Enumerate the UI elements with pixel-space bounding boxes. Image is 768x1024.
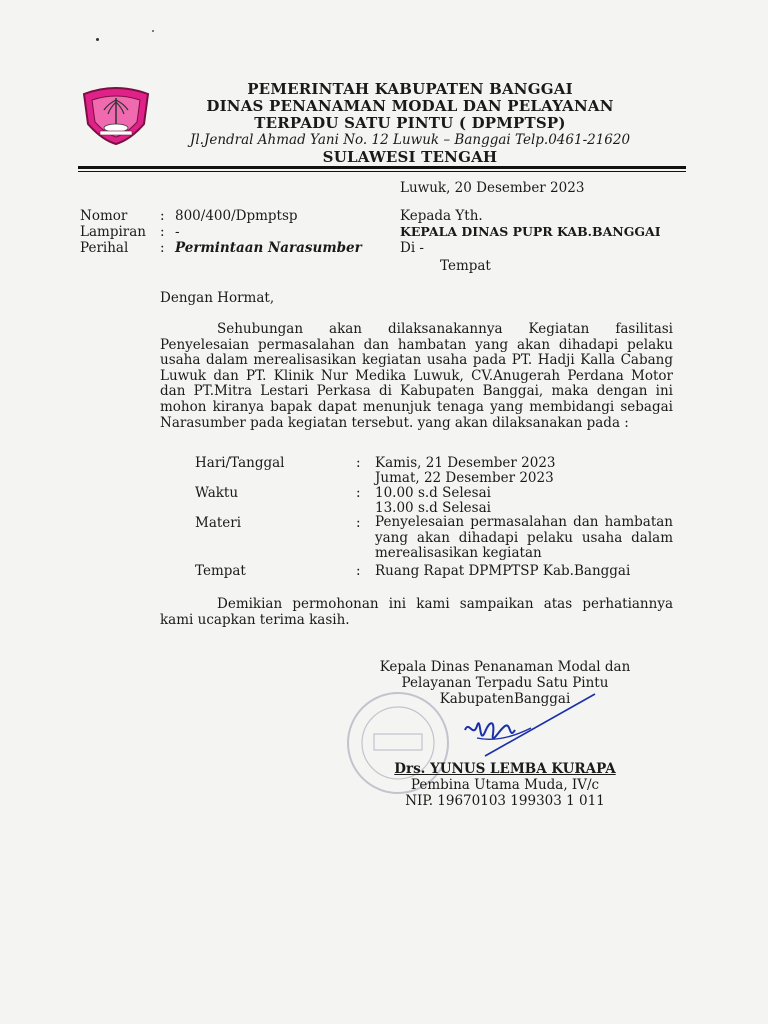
handwritten-signature-icon bbox=[455, 690, 605, 770]
scan-speck bbox=[96, 38, 99, 41]
perihal-colon: : bbox=[160, 240, 165, 256]
letterhead-divider-thin bbox=[78, 171, 686, 172]
signatory-title-2: Pelayanan Terpadu Satu Pintu bbox=[401, 675, 609, 691]
letterhead-region: SULAWESI TENGAH bbox=[322, 148, 498, 166]
waktu-colon: : bbox=[356, 485, 361, 501]
letterhead-agency-line: DINAS PENANAMAN MODAL DAN PELAYANAN bbox=[206, 97, 614, 115]
hari-tanggal-value-2: Jumat, 22 Desember 2023 bbox=[375, 470, 554, 486]
recipient-di: Di - bbox=[400, 240, 424, 256]
signatory-name: Drs. YUNUS LEMBA KURAPA bbox=[394, 761, 616, 777]
perihal-label: Perihal bbox=[80, 240, 129, 256]
letterhead-address: Jl.Jendral Ahmad Yani No. 12 Luwuk – Banggai Telp.0461-21620 bbox=[189, 132, 631, 148]
hari-tanggal-label: Hari/Tanggal bbox=[195, 455, 285, 471]
perihal-value: Permintaan Narasumber bbox=[175, 240, 362, 256]
nomor-value: 800/400/Dpmptsp bbox=[175, 208, 298, 224]
body-paragraph: Sehubungan akan dilaksanakannya Kegiatan fasilitasi Penyelesaian permasalahan dan hambatan yang akan dihadapi pelaku usaha dalam merealisasikan kegiatan usaha pada PT. Hadji Kalla Cabang Luwuk dan PT. Klinik Nur Medika Luwuk, CV.Anugerah Perdana Motor dan PT.Mitra Lestari Perkasa di Kabupaten Banggai, maka dengan ini mohon kiranya bapak dapat menunjuk tenaga yang membidangi sebagai Narasumber pada kegiatan tersebut. yang akan dilaksanakan pada : bbox=[160, 321, 673, 431]
tempat-colon: : bbox=[356, 563, 361, 579]
letter-date: Luwuk, 20 Desember 2023 bbox=[400, 180, 585, 196]
signatory-title-1: Kepala Dinas Penanaman Modal dan bbox=[379, 659, 631, 675]
scan-speck bbox=[152, 30, 154, 32]
recipient-place: Tempat bbox=[440, 258, 491, 274]
signatory-rank: Pembina Utama Muda, IV/c bbox=[410, 777, 600, 793]
lampiran-value: - bbox=[175, 224, 180, 240]
materi-colon: : bbox=[356, 515, 361, 531]
signatory-nip: NIP. 19670103 199303 1 011 bbox=[405, 793, 605, 809]
lampiran-colon: : bbox=[160, 224, 165, 240]
signatory-title-3: KabupatenBanggai bbox=[439, 691, 571, 707]
materi-value: Penyelesaian permasalahan dan hambatan yang akan dihadapi pelaku usaha dalam merealisasikan kegiatan bbox=[375, 514, 673, 562]
nomor-label: Nomor bbox=[80, 208, 128, 224]
materi-label: Materi bbox=[195, 515, 242, 531]
nomor-colon: : bbox=[160, 208, 165, 224]
hari-tanggal-colon: : bbox=[356, 455, 361, 471]
waktu-value-2: 13.00 s.d Selesai bbox=[375, 500, 491, 516]
tempat-value: Ruang Rapat DPMPTSP Kab.Banggai bbox=[375, 563, 631, 579]
closing-paragraph: Demikian permohonan ini kami sampaikan atas perhatiannya kami ucapkan terima kasih. bbox=[160, 596, 673, 628]
recipient-salutation: Kepada Yth. bbox=[400, 208, 483, 224]
waktu-label: Waktu bbox=[195, 485, 239, 501]
letterhead-agency-line-2: TERPADU SATU PINTU ( DPMPTSP) bbox=[254, 114, 566, 132]
greeting: Dengan Hormat, bbox=[160, 290, 275, 306]
letterhead-divider-thick bbox=[78, 166, 686, 169]
banggai-regency-emblem-icon bbox=[80, 84, 152, 146]
waktu-value-1: 10.00 s.d Selesai bbox=[375, 485, 491, 501]
letterhead-government-line: PEMERINTAH KABUPATEN BANGGAI bbox=[247, 80, 573, 98]
hari-tanggal-value-1: Kamis, 21 Desember 2023 bbox=[375, 455, 556, 471]
recipient-name: KEPALA DINAS PUPR KAB.BANGGAI bbox=[400, 224, 661, 239]
tempat-label: Tempat bbox=[195, 563, 246, 579]
lampiran-label: Lampiran bbox=[80, 224, 146, 240]
